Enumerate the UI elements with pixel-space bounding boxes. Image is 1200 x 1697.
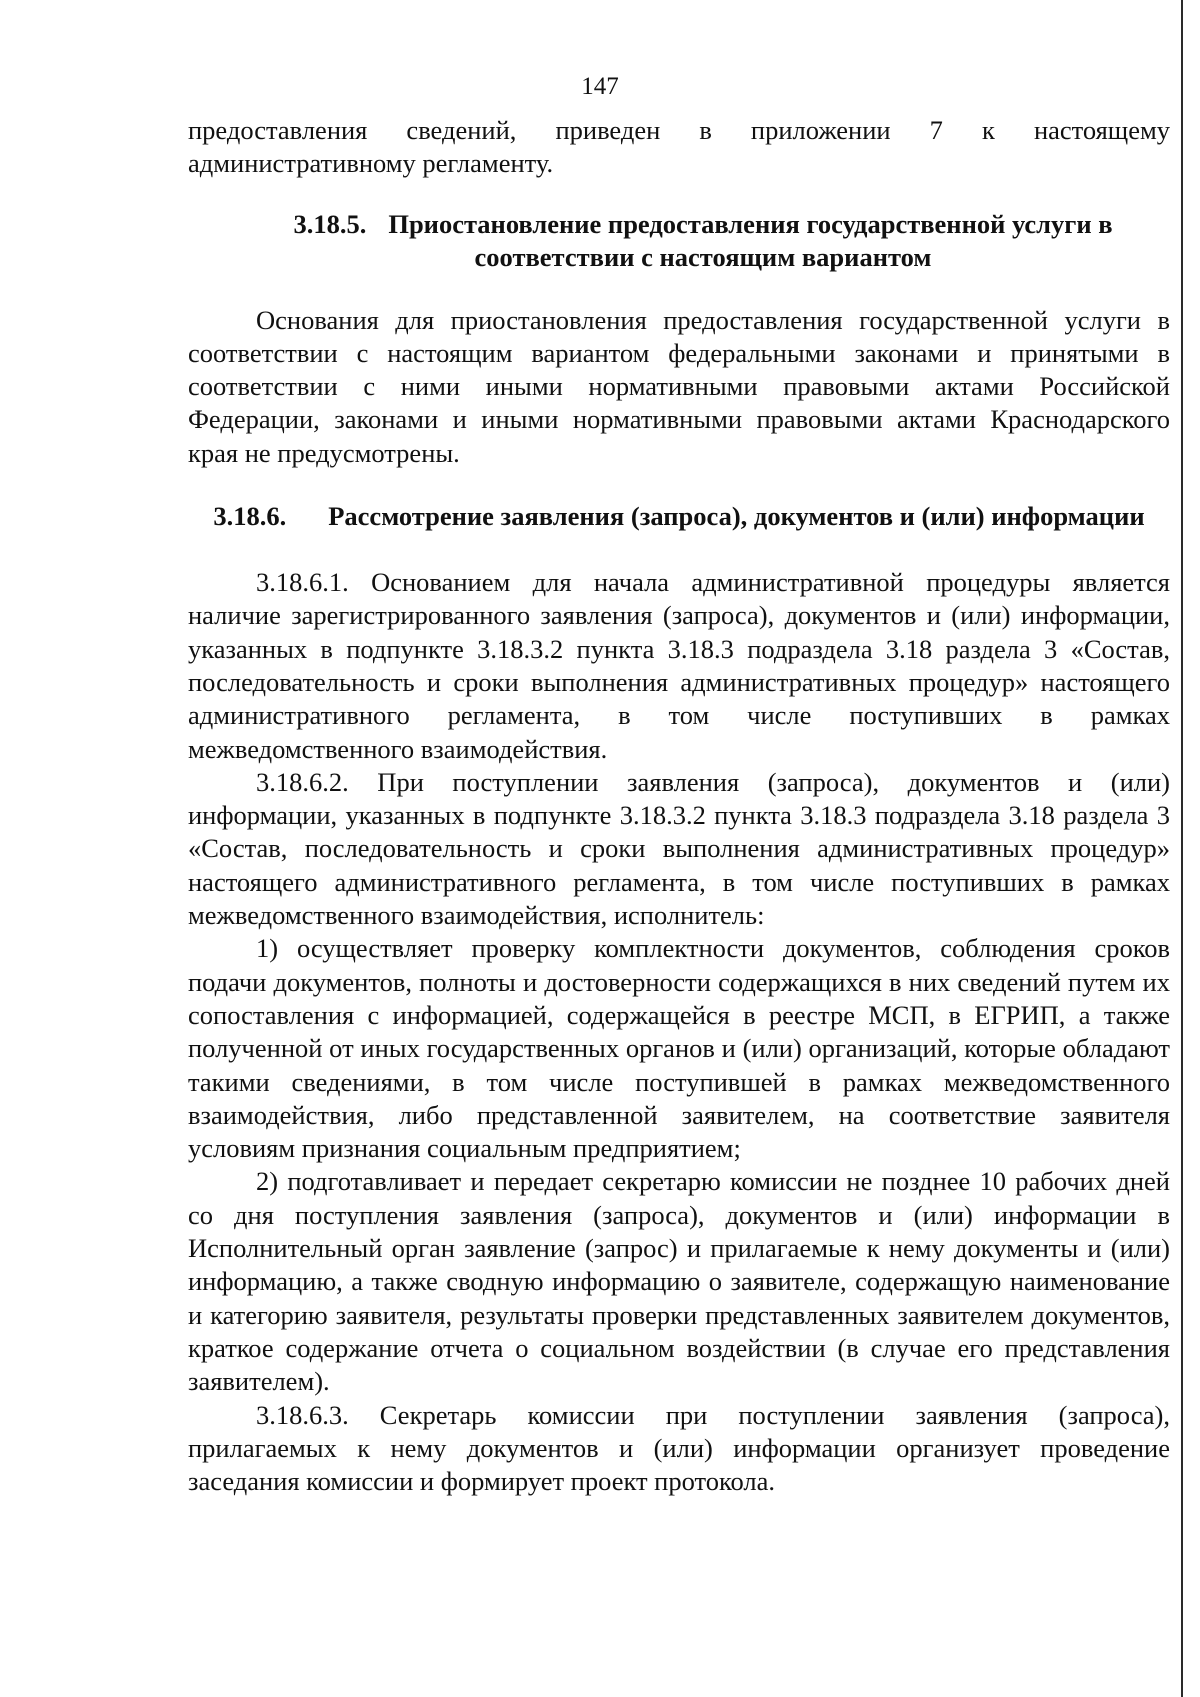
document-body [188,114,1170,1498]
page-number: 147 [581,73,619,100]
section-3-18-5-paragraph: Основания для приостановления предоставления государственной услуги в соответствии с настоящим вариантом федеральными законами и принятыми в соответствии с ними иными нормативными правовыми актами Российской Федерации, законами и иными нормативными правовыми актами Краснодарского края не предусмотрены. [188,304,1170,468]
section-heading-3-18-6 [188,500,1170,533]
page-edge-line [1181,0,1183,1697]
intro-paragraph: предоставления сведений, приведен в приложении 7 к настоящему административному регламенту. [188,115,1170,179]
section-title: Приостановление предоставления государственной услуги в соответствии с настоящим вариантом [388,208,1113,272]
list-item-2: 2) подготавливает и передает секретарю комиссии не позднее 10 рабочих дней со дня поступления заявления (запроса), документов и (или) информации в Исполнительный орган заявление (запрос) и прилагаемые к нему документы и (или) информацию, а также сводную информацию о заявителе, содержащую наименование и категорию заявителя, результаты проверки представленных заявителем документов, краткое содержание отчета о социальном воздействии (в случае его представления заявителем). [188,1166,1170,1397]
section-heading-3-18-5 [188,208,1170,274]
list-item-1: 1) осуществляет проверку комплектности документов, соблюдения сроков подачи документов, полноты и достоверности содержащихся в них сведений путем их сопоставления с информацией, содержащейся в реестре МСП, в ЕГРИП, а также полученной от иных государственных органов и (или) организаций, которые обладают такими сведениями, в том числе поступившей в рамках межведомственного взаимодействия, либо представленной заявителем, на соответствие заявителя условиям признания социальным предприятием; [188,933,1170,1164]
section-number: 3.18.6. [213,501,287,532]
paragraph-3-18-6-2: 3.18.6.2. При поступлении заявления (запроса), документов и (или) информации, указанных в подпункте 3.18.3.2 пункта 3.18.3 подраздела 3.18 раздела 3 «Состав, последовательность и сроки выполнения административных процедур» настоящего административного регламента, в том числе поступивших в рамках межведомственного взаимодействия, исполнитель: [188,766,1170,931]
paragraph-3-18-6-1: 3.18.6.1. Основанием для начала административной процедуры является наличие зарегистрированного заявления (запроса), документов и (или) информации, указанных в подпункте 3.18.3.2 пункта 3.18.3 подраздела 3.18 раздела 3 «Состав, последовательность и сроки выполнения административных процедур» настоящего административного регламента, в том числе поступивших в рамках межведомственного взаимодействия. [188,567,1170,764]
paragraph-3-18-6-3: 3.18.6.3. Секретарь комиссии при поступлении заявления (запроса), прилагаемых к нему документов и (или) информации организует проведение заседания комиссии и формирует проект протокола. [188,1399,1170,1497]
section-title: Рассмотрение заявления (запроса), документов и (или) информации [328,501,1145,532]
section-number: 3.18.5. [293,208,367,239]
